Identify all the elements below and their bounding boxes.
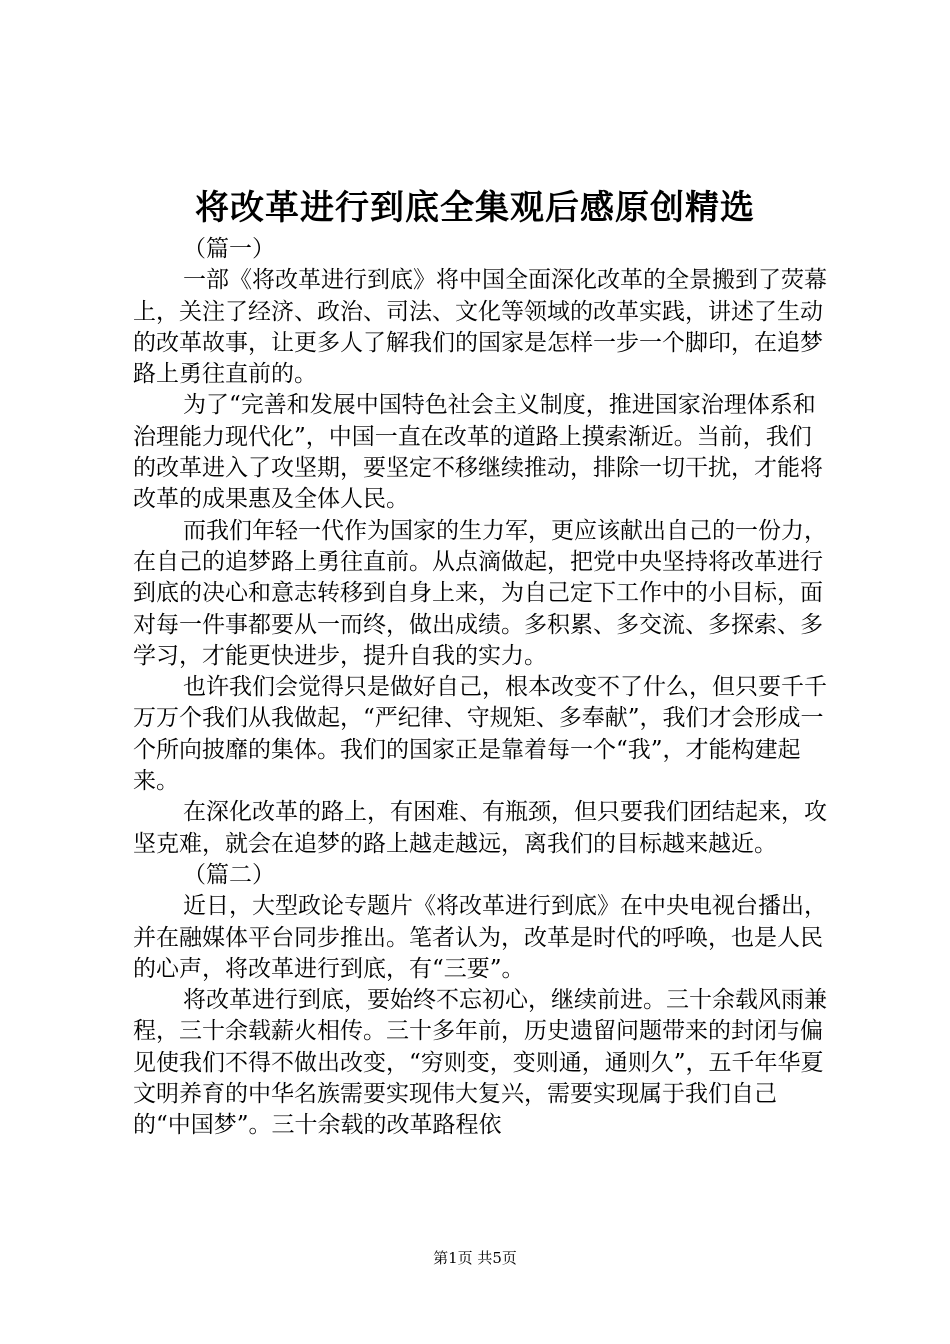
- section-heading: （篇一）: [183, 236, 275, 262]
- page-number-footer: 第1页 共5页: [433, 1249, 517, 1267]
- document-title: 将改革进行到底全集观后感原创精选: [195, 188, 755, 228]
- paragraph: 将改革进行到底，要始终不忘初心，继续前进。三十余载风雨兼程，三十余载薪火相传。三十多年前，历史遗留问题带来的封闭与偏见使我们不得不做出改变，“穷则变，变则通，通则久”，五千年华夏文明养育的中华名族需要实现伟大复兴，需要实现属于我们自己的“中国梦”。三十余载的改革路程依: [133, 987, 827, 1139]
- paragraph: 一部《将改革进行到底》将中国全面深化改革的全景搬到了荧幕上，关注了经济、政治、司法、文化等领域的改革实践，讲述了生动的改革故事，让更多人了解我们的国家是怎样一步一个脚印，在追梦路上勇往直前的。: [133, 267, 827, 388]
- paragraph: 也许我们会觉得只是做好自己，根本改变不了什么，但只要千千万万个我们从我做起，“严纪律、守规矩、多奉献”，我们才会形成一个所向披靡的集体。我们的国家正是靠着每一个“我”，才能构建起来。: [133, 674, 827, 795]
- section-heading: （篇二）: [183, 861, 275, 888]
- paragraph: 为了“完善和发展中国特色社会主义制度，推进国家治理体系和治理能力现代化”，中国一直在改革的道路上摸索渐近。当前，我们的改革进入了攻坚期，要坚定不移继续推动，排除一切干扰，才能将改革的成果惠及全体人民。: [133, 392, 823, 513]
- paragraph: 近日，大型政论专题片《将改革进行到底》在中央电视台播出，并在融媒体平台同步推出。笔者认为，改革是时代的呼唤，也是人民的心声，将改革进行到底，有“三要”。: [133, 893, 827, 982]
- paragraph: 而我们年轻一代作为国家的生力军，更应该献出自己的一份力，在自己的追梦路上勇往直前。从点滴做起，把党中央坚持将改革进行到底的决心和意志转移到自身上来，为自己定下工作中的小目标，面对每一件事都要从一而终，做出成绩。多积累、多交流、多探索、多学习，才能更快进步，提升自我的实力。: [133, 517, 827, 669]
- paragraph: 在深化改革的路上，有困难、有瓶颈，但只要我们团结起来，攻坚克难，就会在追梦的路上越走越远，离我们的目标越来越近。: [133, 799, 827, 857]
- document-body: [133, 234, 833, 1142]
